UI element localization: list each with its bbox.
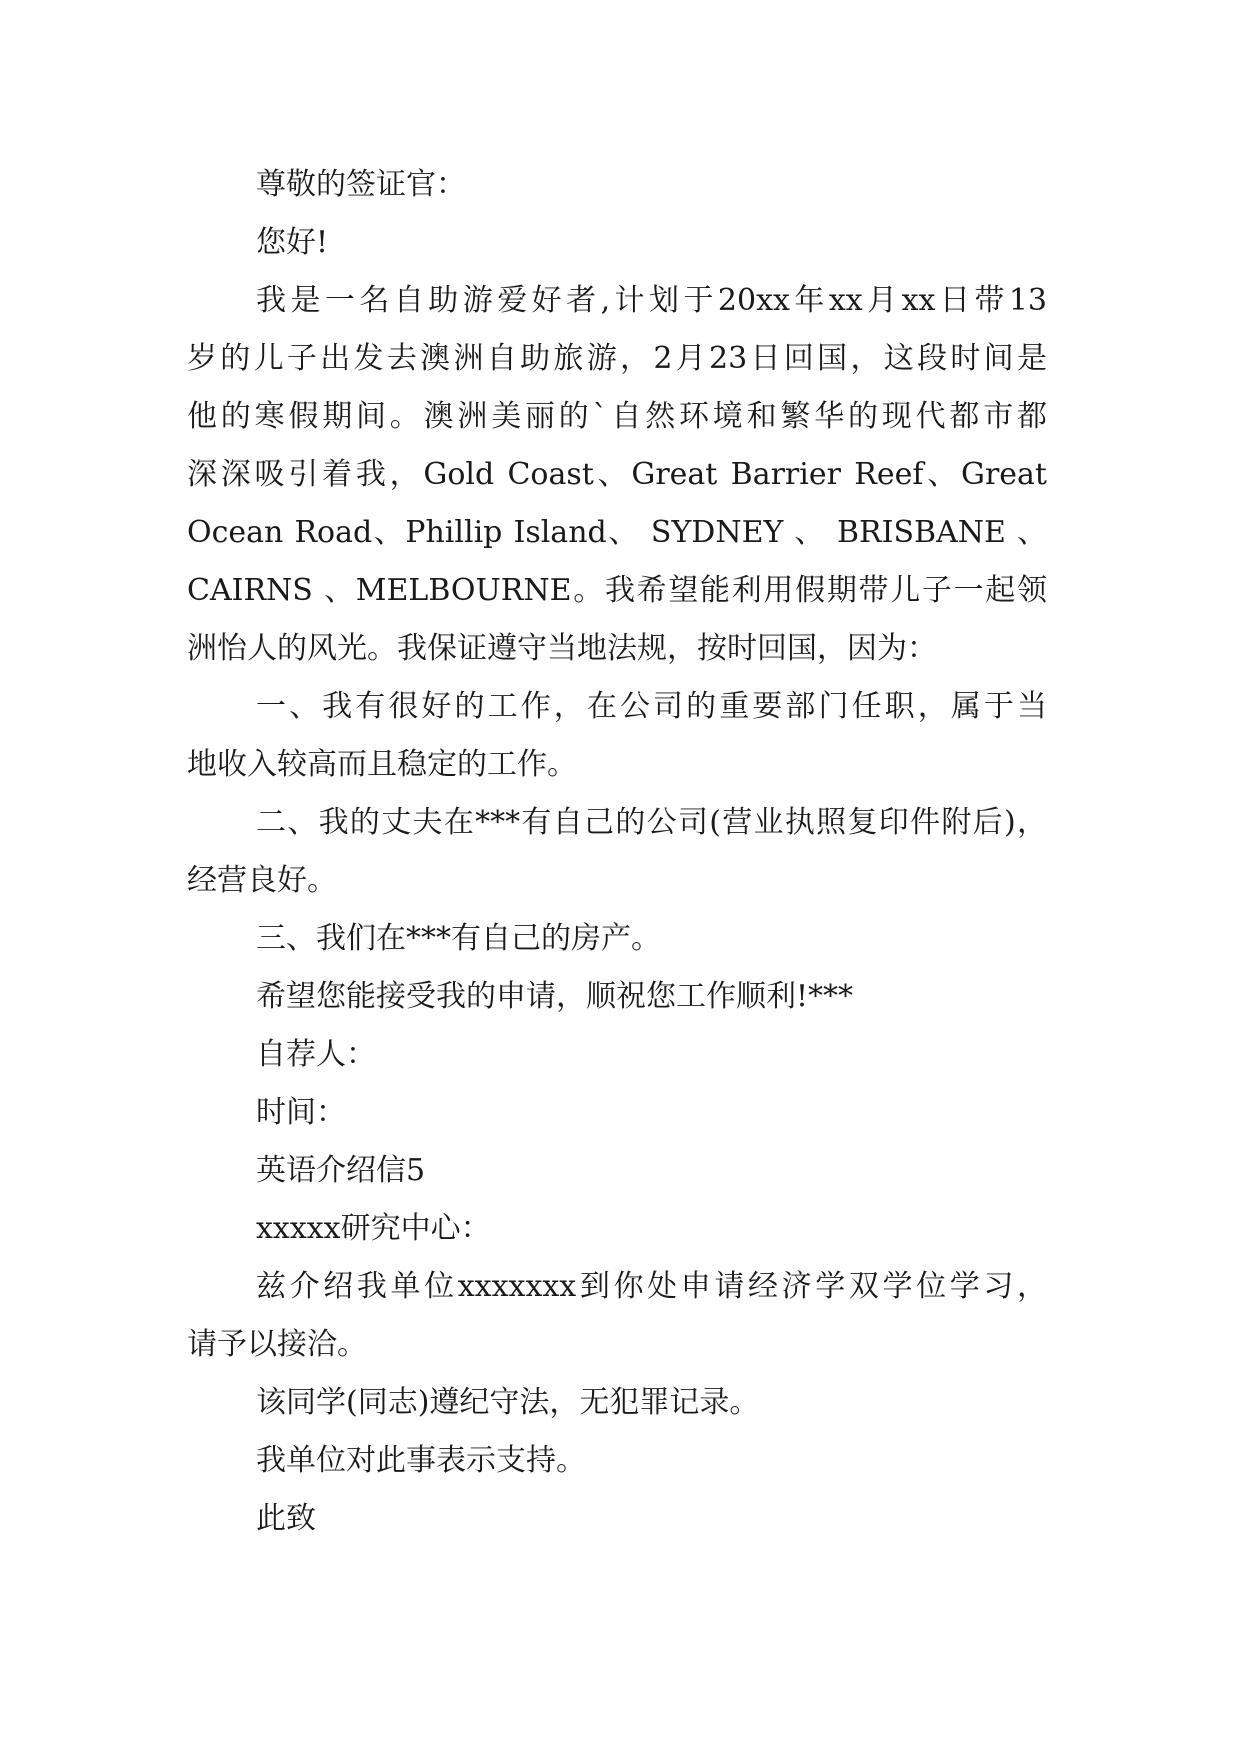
reason-one-line: 地收入较高而且稳定的工作。 [187, 747, 577, 782]
salutation: 尊敬的签证官： [256, 167, 466, 202]
signature-label: 自荐人： [256, 1037, 376, 1072]
section-heading: 英语介绍信5 [256, 1153, 426, 1188]
reason-three: 三、我们在***有自己的房产。 [256, 921, 661, 956]
paragraph-line: 他的寒假期间。澳洲美丽的`自然环境和繁华的现代都市都 [187, 399, 1047, 434]
paragraph-line: 洲怡人的风光。我保证遵守当地法规，按时回国，因为： [187, 631, 937, 666]
closing: 此致 [256, 1501, 316, 1536]
introduction-line: 兹介绍我单位xxxxxxx到你处申请经济学双学位学习， [256, 1269, 1047, 1304]
paragraph-line: 我是一名自助游爱好者,计划于20xx年xx月xx日带13 [256, 283, 1047, 318]
closing-wish: 希望您能接受我的申请，顺祝您工作顺利!*** [256, 979, 854, 1014]
greeting: 您好! [256, 225, 329, 260]
support-statement: 我单位对此事表示支持。 [256, 1443, 586, 1478]
reason-one-line: 一、我有很好的工作，在公司的重要部门任职，属于当 [256, 689, 1047, 724]
conduct-statement: 该同学(同志)遵纪守法，无犯罪记录。 [256, 1385, 760, 1420]
introduction-line: 请予以接洽。 [187, 1327, 367, 1362]
paragraph-line: 岁的儿子出发去澳洲自助旅游，2月23日回国，这段时间是 [187, 341, 1047, 376]
paragraph-line: Ocean Road、Phillip Island、 SYDNEY 、 BRISBANE 、 [187, 515, 1047, 550]
paragraph-line: 深深吸引着我，Gold Coast、Great Barrier Reef、Great [187, 457, 1047, 492]
reason-two-line: 经营良好。 [187, 863, 337, 898]
letter-body [187, 156, 1047, 1548]
recipient: xxxxx研究中心： [256, 1211, 491, 1246]
date-label: 时间： [256, 1095, 346, 1130]
paragraph-line: CAIRNS 、MELBOURNE。我希望能利用假期带儿子一起领 [187, 573, 1047, 608]
reason-two-line: 二、我的丈夫在***有自己的公司(营业执照复印件附后)， [256, 805, 1047, 840]
